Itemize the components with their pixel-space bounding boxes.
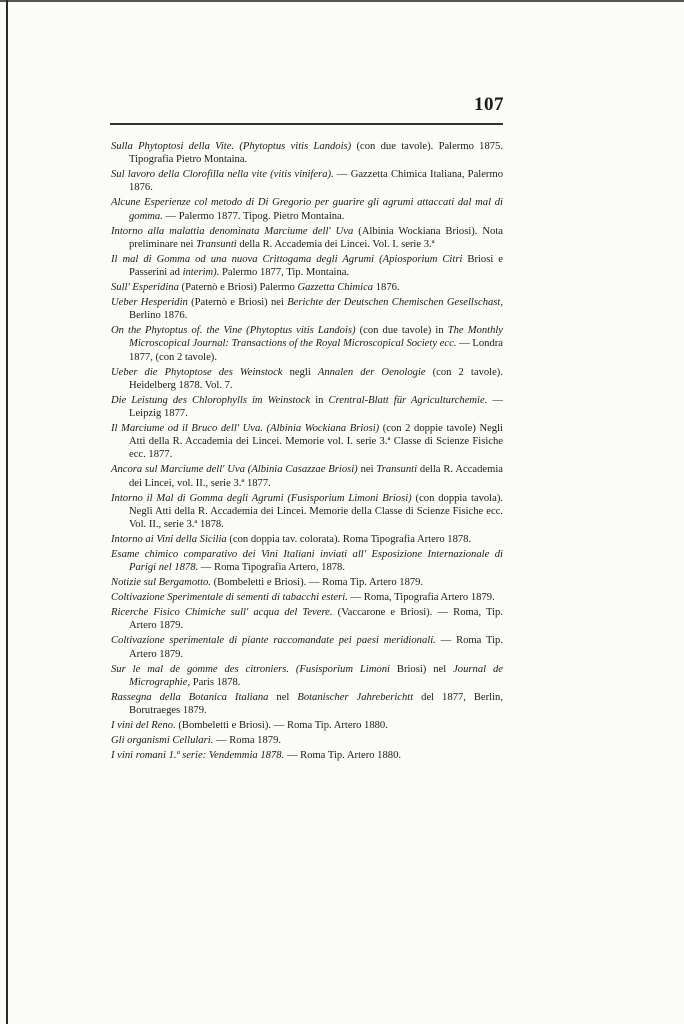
entry-title-text: Notizie sul Bergamotto. xyxy=(111,577,211,589)
entry-title-text: Transunti xyxy=(376,464,418,476)
entry-text: nel xyxy=(268,691,298,703)
bibliography-entry xyxy=(111,734,503,747)
entry-title-text: interim). xyxy=(182,267,220,279)
entry-title-text: Sulla Phytoptosi della Vite. (Phytoptus vitis Landois) xyxy=(111,141,352,152)
entry-title-text: Gazzetta Chimica xyxy=(297,282,374,294)
entry-text: (Bombeletti e Briosi). — Roma Tip. Artero 1879. xyxy=(210,577,424,589)
entry-title-text: Annalen der Oenologie xyxy=(317,366,426,378)
bibliography-entry xyxy=(111,324,503,364)
entry-text: (Albinia Wockiana Briosi). Nota preliminare nei xyxy=(129,225,503,250)
bibliography-entry xyxy=(111,591,503,604)
bibliography-entry xyxy=(111,634,503,660)
entry-title-text: Il mal di Gomma od una nuova Crittogama degli Agrumi (Apiosporium Citri xyxy=(111,253,463,265)
entry-text: (Bombeletti e Briosi). — Roma Tip. Artero 1880. xyxy=(175,720,388,732)
entry-text: (Paternò e Briosi) nei xyxy=(187,297,288,309)
entry-title-text: Sur le mal de gomme des citroniers. (Fusisporium Limoni xyxy=(111,663,390,675)
entry-text: della R. Accademia dei Lincei. Vol. I. serie 3.ª xyxy=(236,238,435,250)
entry-title-text: Berichte der Deutschen Chemischen Gesellschast, xyxy=(287,297,504,309)
entry-text: (con 2 doppie tavole) Negli Atti della R. Accademia dei Lincei. Memorie vol. I. serie 3.ª Classe di Scienze Fisiche ecc. 1877. xyxy=(129,423,503,461)
entry-title-text: The Monthly Microscopical Journal: Transactions of the Royal Microscopical Society ecc. xyxy=(129,325,504,350)
entry-title-text: Coltivazione sperimentale di piante raccomandate pei paesi meridionali. xyxy=(111,635,436,647)
entry-text: — Roma 1879. xyxy=(213,735,282,747)
bibliography-entry xyxy=(111,296,503,322)
bibliography-entry xyxy=(111,606,503,632)
entry-text: (con due tavole). Palermo 1875. Tipografia Pietro Montaina. xyxy=(129,141,504,166)
entry-text: (Vaccarone e Briosi). — Roma, Tip. Artero 1879. xyxy=(129,607,503,632)
entry-text: — Londra 1877, (con 2 tavole). xyxy=(129,338,503,363)
entry-title-text: Rassegna della Botanica Italiana xyxy=(111,691,269,703)
entry-text: Palermo 1877, Tip. Montaina. xyxy=(219,267,350,279)
entry-title-text: Il Marciume od il Bruco dell' Uva. (Albinia Wockiana Briosi) xyxy=(111,423,380,435)
entry-text: — Gazzetta Chimica Italiana, Palermo 1876. xyxy=(129,169,503,194)
entry-title-text: Intorno il Mal di Gomma degli Agrumi (Fusisporium Limoni Briosi) xyxy=(111,492,412,504)
entry-title-text: Coltivazione Sperimentale di sementi di tabacchi esteri. xyxy=(111,592,348,604)
entry-text: Briosi e Passerini ad xyxy=(129,253,503,279)
entry-title-text: Intorno alla malattia denominata Marciume dell' Uva xyxy=(111,225,354,237)
entry-text: — Roma, Tipografia Artero 1879. xyxy=(347,592,495,604)
entry-text: della R. Accademia dei Lincei, vol. II., serie 3.ª 1877. xyxy=(129,464,503,489)
header-rule xyxy=(110,123,503,125)
entry-text: — Roma Tip. Artero 1879. xyxy=(129,635,504,660)
bibliography-list xyxy=(111,140,503,764)
entry-text: — Roma Tip. Artero 1880. xyxy=(284,750,402,762)
entry-title-text: Transunti xyxy=(196,238,237,250)
entry-title-text: I vini del Reno. xyxy=(111,720,176,732)
bibliography-entry xyxy=(111,463,503,489)
bibliography-entry xyxy=(111,576,503,589)
bibliography-entry xyxy=(111,394,503,420)
entry-text: 1876. xyxy=(373,282,400,294)
entry-title-text: Botanischer Jahreberichtt xyxy=(297,691,414,703)
entry-title-text: Intorno ai Vini della Sicilia xyxy=(111,534,227,546)
entry-text: (con doppia tavola). Negli Atti della R. Accademia dei Lincei. Memorie della Classe di Scienze Fisiche ecc. Vol. II., serie 3.ª 1878. xyxy=(129,492,503,531)
bibliography-entry xyxy=(111,749,503,762)
bibliography-entry xyxy=(111,691,503,717)
entry-title-text: Sul lavoro della Clorofilla nella vite (vitis vinifera). xyxy=(111,169,334,181)
entry-title-text: Die Leistung des Chlorophylls im Weinstock xyxy=(111,394,311,406)
entry-title-text: Ueber die Phytoptose des Weinstock xyxy=(111,366,283,378)
entry-title-text: Alcune Esperienze col metodo di Di Gregorio per guarire gli agrumi attaccati dal mal di gomma. xyxy=(111,197,503,222)
entry-title-text: Journal de Micrographie, xyxy=(129,663,503,688)
entry-text: (con 2 tavole). Heidelberg 1878. Vol. 7. xyxy=(129,366,503,391)
entry-title-text: Ancora sul Marciume dell' Uva (Albinia Casazzae Briosi) xyxy=(111,464,358,476)
entry-text: (con doppia tav. colorata). Roma Tipografia Artero 1878. xyxy=(226,534,472,546)
entry-title-text: Ricerche Fisico Chimiche sull' acqua del Tevere. xyxy=(111,607,333,619)
entry-title-text: Ueber Hesperidin xyxy=(111,297,188,309)
bibliography-entry xyxy=(111,196,503,222)
bibliography-entry xyxy=(111,253,503,279)
entry-text: — Roma Tipografia Artero, 1878. xyxy=(198,562,345,574)
bibliography-entry xyxy=(111,548,503,574)
entry-text: Paris 1878. xyxy=(190,676,241,688)
entry-text: Briosi) nel xyxy=(389,663,454,675)
entry-title-text: Crentral-Blatt für Agriculturchemie. xyxy=(328,394,488,406)
entry-text: negli xyxy=(282,366,318,378)
entry-title-text: Gli organismi Cellulari. xyxy=(111,735,214,747)
bibliography-entry xyxy=(111,492,503,532)
bibliography-entry xyxy=(111,663,503,689)
bibliography-entry xyxy=(111,719,503,732)
entry-text: nei xyxy=(357,464,377,476)
bibliography-entry xyxy=(111,533,503,546)
entry-text: (Paternò e Briosi) Palermo xyxy=(178,282,298,294)
bibliography-entry xyxy=(111,422,503,462)
entry-title-text: Sull' Esperidina xyxy=(111,282,179,294)
entry-title-text: On the Phytoptus of. the Vine (Phytoptus vitis Landois) xyxy=(111,325,356,337)
entry-title-text: I vini romani 1.ª serie: Vendemmia 1878. xyxy=(111,750,285,762)
entry-title-text: Esame chimico comparativo dei Vini Italiani inviati all' Esposizione Internazionale di Parigi nel 1878. xyxy=(111,549,503,574)
bibliography-entry xyxy=(111,366,503,392)
bibliography-entry xyxy=(111,281,503,294)
entry-text: del 1877, Berlin, Borutraeges 1879. xyxy=(129,691,503,717)
page-top-edge xyxy=(0,0,684,2)
entry-text: (con due tavole) in xyxy=(355,325,448,337)
bibliography-entry xyxy=(111,140,503,166)
entry-text: — Leipzig 1877. xyxy=(129,394,503,420)
page-number: 107 xyxy=(474,94,504,115)
bibliography-entry xyxy=(111,225,503,251)
entry-text: in xyxy=(310,394,329,406)
entry-text: Berlino 1876. xyxy=(129,310,188,322)
bibliography-entry xyxy=(111,168,503,194)
entry-text: — Palermo 1877. Tipog. Pietro Montaina. xyxy=(162,210,345,222)
page-left-edge xyxy=(6,0,8,1024)
